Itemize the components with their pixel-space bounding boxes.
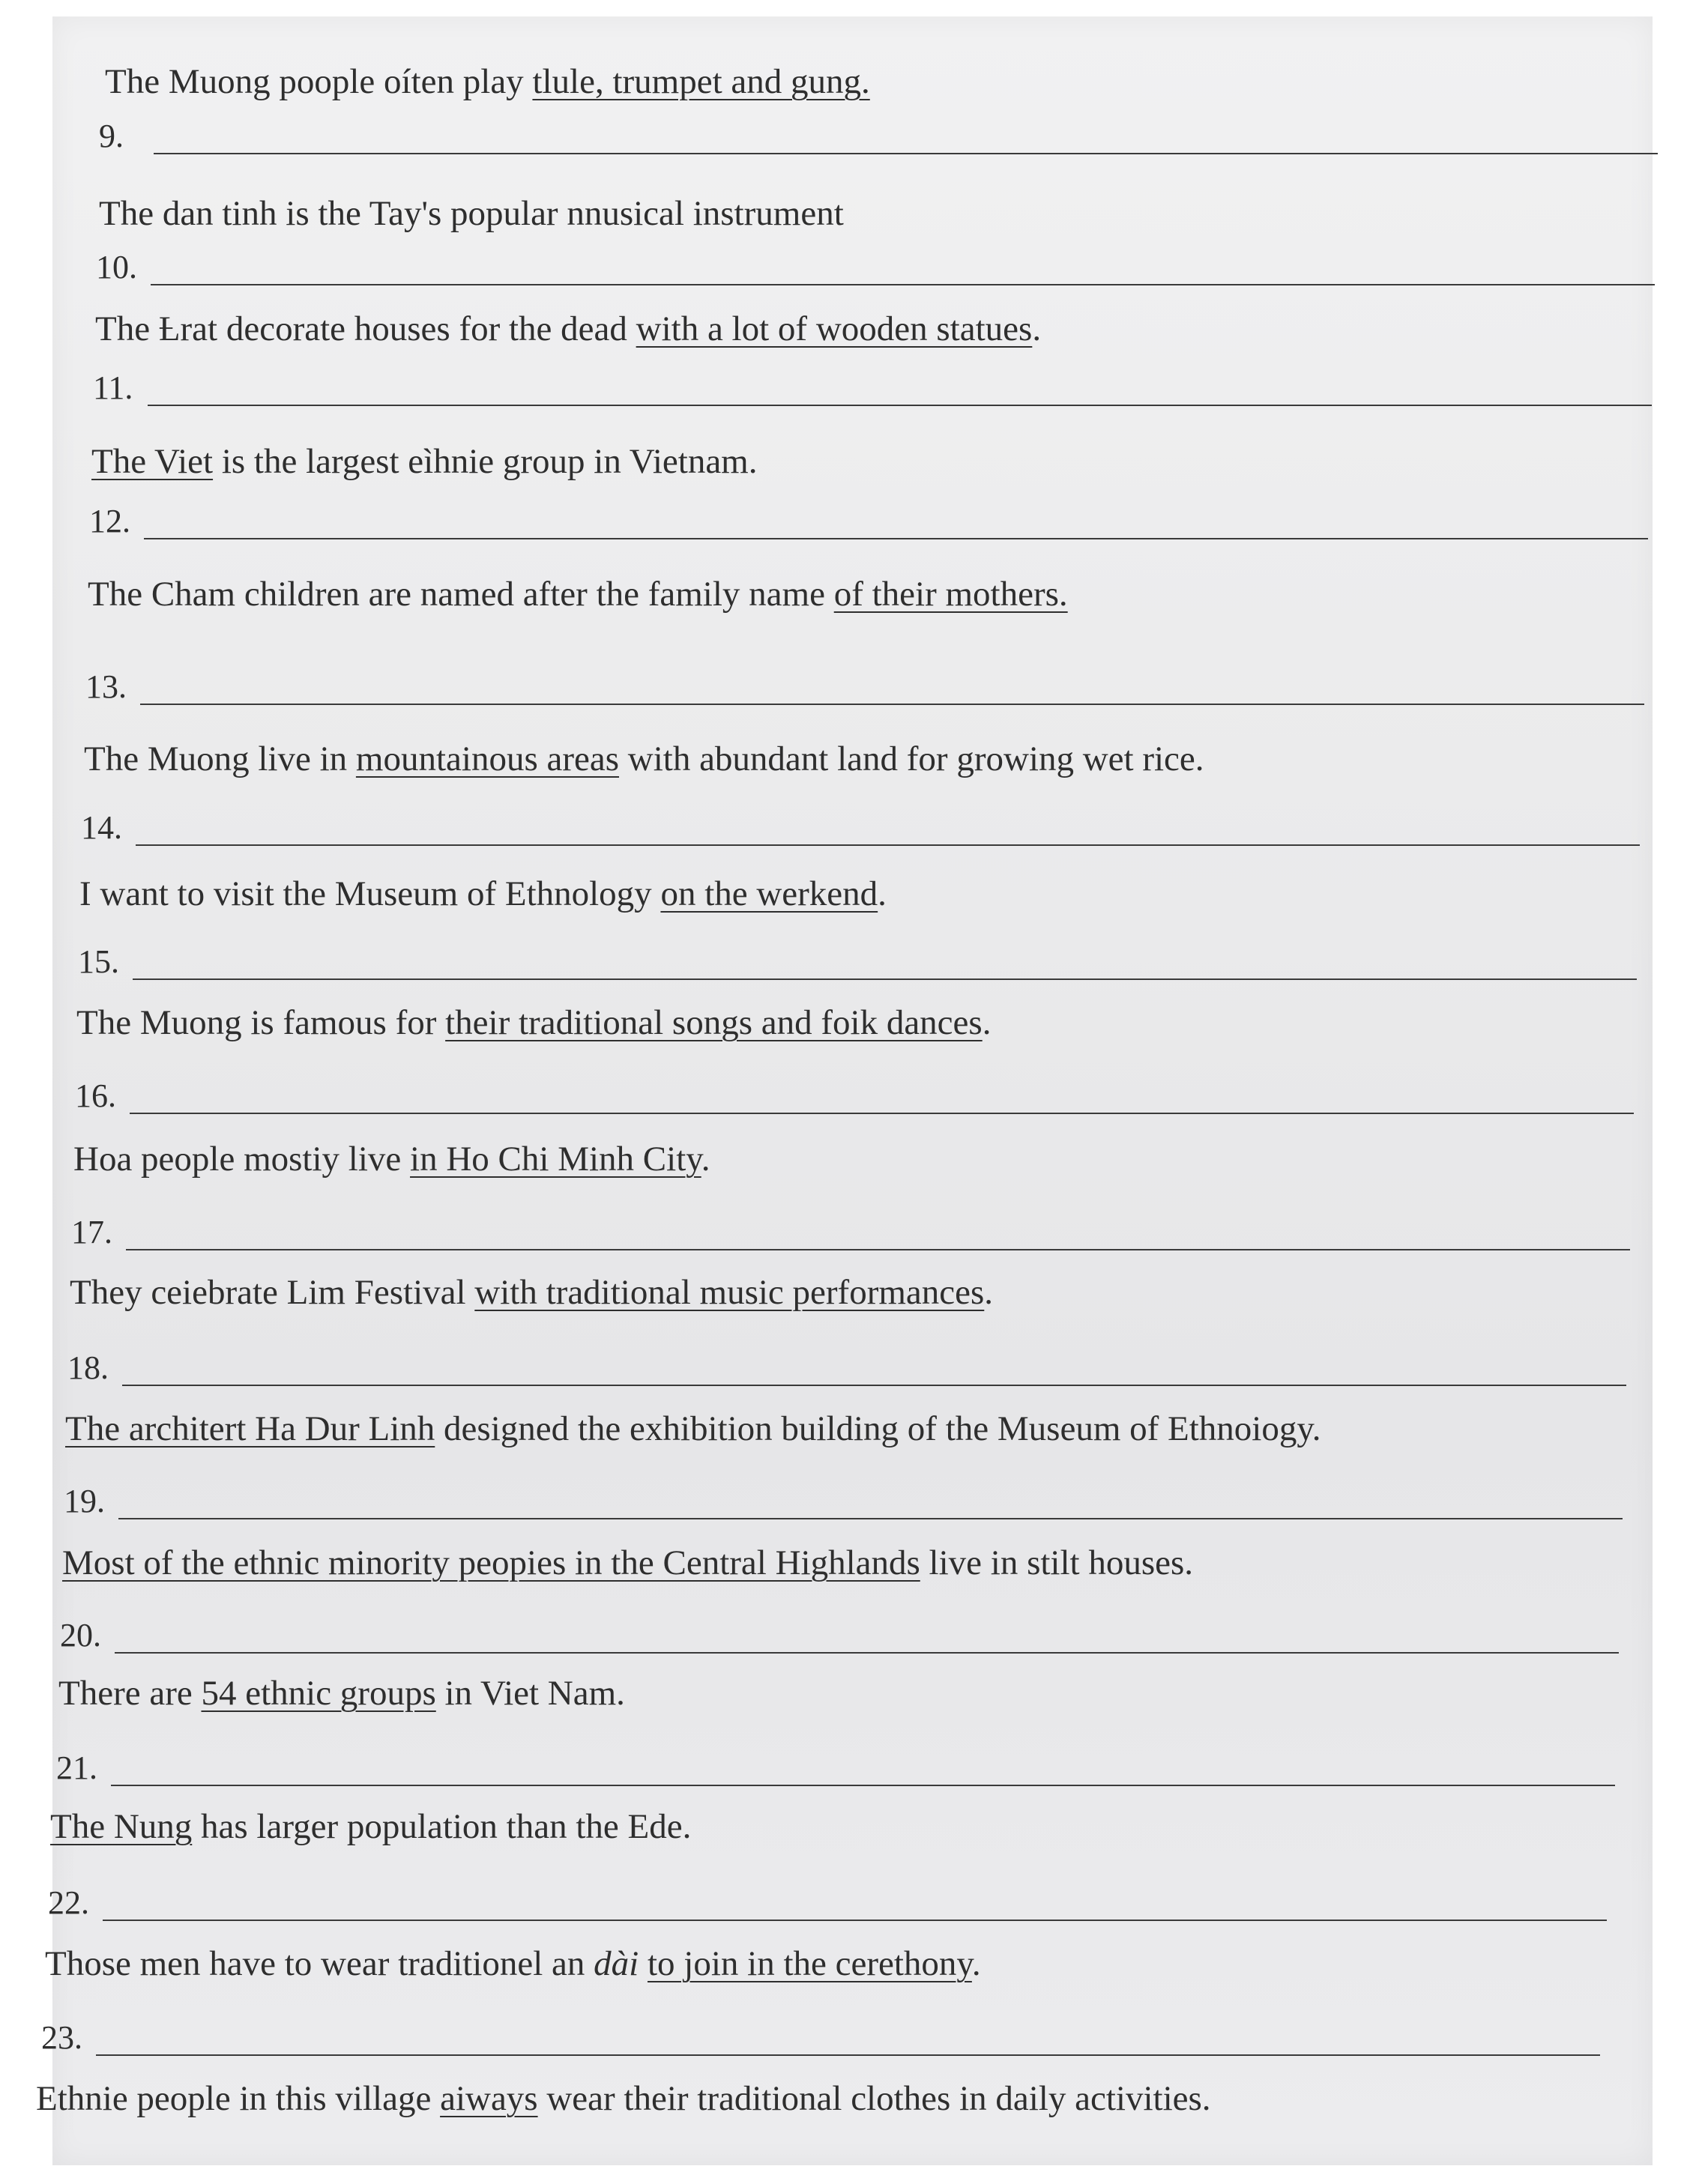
blank-line[interactable] — [133, 978, 1637, 980]
sentence: The Muong poople oíten play tlule, trumpet and gung. — [105, 62, 870, 101]
sentence: There are 54 ethnic groups in Viet Nam. — [58, 1674, 625, 1713]
answer-line[interactable] — [41, 2019, 1602, 2056]
underlined-phrase: mountainous areas — [355, 739, 620, 778]
answer-line[interactable] — [81, 809, 1641, 846]
underlined-phrase: The architert Ha Dur Linh — [65, 1409, 435, 1448]
underlined-phrase: in Ho Chi Minh City — [410, 1140, 701, 1179]
item-number: 15. — [78, 943, 119, 980]
underlined-phrase: 54 ethnic groups — [201, 1674, 436, 1713]
item-number: 13. — [85, 668, 127, 705]
item-number: 12. — [89, 503, 130, 539]
underlined-phrase: The Nung — [50, 1807, 193, 1846]
sentence: Ethnie people in this village aiways wear their traditional clothes in daily activities. — [36, 2079, 1211, 2118]
item-number: 9. — [99, 118, 124, 154]
sentence: The Ƚrat decorate houses for the dead with a lot of wooden statues. — [95, 309, 1042, 348]
item-number: 14. — [81, 809, 122, 846]
sentence: Most of the ethnic minority peopies in the Central Highlands live in stilt houses. — [62, 1543, 1194, 1582]
answer-line[interactable] — [71, 1214, 1632, 1250]
item-number: 17. — [71, 1214, 112, 1250]
item-number: 20. — [60, 1617, 101, 1654]
blank-line[interactable] — [126, 1249, 1630, 1250]
italic-term: dài — [594, 1944, 639, 1983]
sentence: I want to visit the Museum of Ethnology on the werkend. — [79, 874, 887, 913]
blank-line[interactable] — [140, 704, 1644, 705]
item-number: 16. — [75, 1077, 116, 1114]
blank-line[interactable] — [144, 538, 1648, 539]
item-number: 21. — [56, 1749, 97, 1786]
underlined-phrase: aiways — [440, 2079, 538, 2118]
sentence: Those men have to wear traditionel an dài to join in the cerethony. — [45, 1944, 981, 1983]
blank-line[interactable] — [111, 1785, 1615, 1786]
item-number: 19. — [64, 1483, 105, 1519]
answer-line[interactable] — [93, 369, 1653, 406]
answer-line[interactable] — [56, 1749, 1617, 1786]
blank-line[interactable] — [148, 405, 1652, 406]
blank-line[interactable] — [115, 1652, 1619, 1654]
underlined-phrase: The Viet — [91, 442, 214, 481]
underlined-phrase: with traditional music performances — [474, 1273, 985, 1312]
answer-line[interactable] — [60, 1617, 1620, 1654]
sentence: The Muong is famous for their traditional songs and foik dances. — [76, 1003, 992, 1042]
underlined-phrase: of their mothers. — [833, 575, 1068, 614]
item-number: 23. — [41, 2019, 82, 2056]
blank-line[interactable] — [130, 1113, 1634, 1114]
answer-line[interactable] — [48, 1884, 1608, 1921]
blank-line[interactable] — [122, 1385, 1626, 1386]
underlined-phrase: with a lot of wooden statues — [636, 309, 1033, 348]
item-number: 22. — [48, 1884, 89, 1921]
answer-line[interactable] — [78, 943, 1638, 980]
sentence: They ceiebrate Lim Festival with traditional music performances. — [70, 1273, 994, 1312]
sentence: Hoa people mostiy live in Ho Chi Minh City. — [73, 1140, 710, 1179]
item-number: 10. — [96, 249, 137, 285]
sentence: The Muong live in mountainous areas with abundant land for growing wet rice. — [84, 739, 1204, 778]
item-number: 11. — [93, 369, 133, 406]
answer-line[interactable] — [75, 1077, 1635, 1114]
answer-line[interactable] — [99, 118, 1659, 154]
blank-line[interactable] — [96, 2054, 1600, 2056]
answer-line[interactable] — [89, 503, 1650, 539]
blank-line[interactable] — [118, 1518, 1623, 1519]
blank-line[interactable] — [103, 1920, 1607, 1921]
answer-line[interactable] — [85, 668, 1646, 705]
item-number: 18. — [67, 1349, 109, 1386]
sentence: The dan tinh is the Tay's popular nnusical instrument — [99, 194, 844, 233]
sentence: The Viet is the largest eìhnie group in Vietnam. — [91, 442, 758, 481]
sentence: The Nung has larger population than the Ede. — [50, 1807, 692, 1846]
blank-line[interactable] — [154, 153, 1658, 154]
blank-line[interactable] — [136, 844, 1640, 846]
answer-line[interactable] — [67, 1349, 1628, 1386]
underlined-phrase: tlule, trumpet and gung. — [532, 62, 870, 101]
sentence: The architert Ha Dur Linh designed the exhibition building of the Museum of Ethnoiogy. — [65, 1409, 1321, 1448]
sentence: The Cham children are named after the family name of their mothers. — [88, 575, 1068, 614]
answer-line[interactable] — [96, 249, 1656, 285]
underlined-phrase: to join in the cerethony — [647, 1944, 972, 1983]
underlined-phrase: Most of the ethnic minority peopies in the Central Highlands — [62, 1543, 920, 1582]
answer-line[interactable] — [64, 1483, 1624, 1519]
underlined-phrase: their traditional songs and foik dances — [445, 1003, 983, 1042]
underlined-phrase: on the werkend — [660, 874, 878, 913]
blank-line[interactable] — [151, 284, 1655, 285]
